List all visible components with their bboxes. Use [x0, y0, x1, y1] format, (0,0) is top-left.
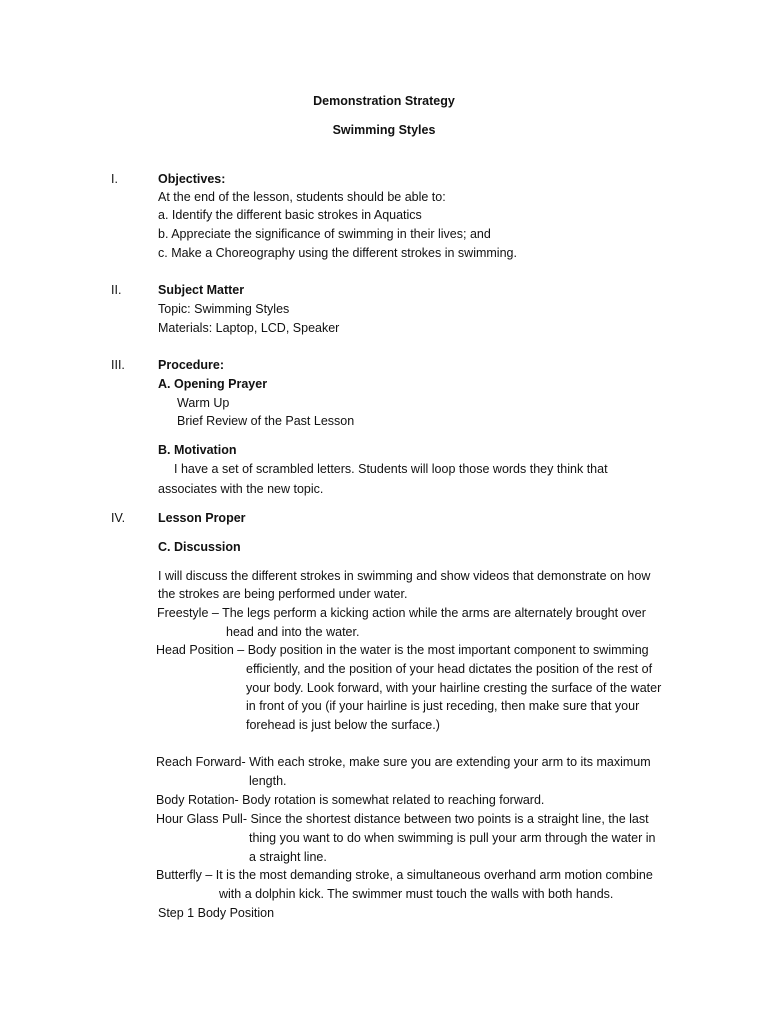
head-position-text: efficiently, and the position of your head dictates the position of the rest of	[246, 662, 653, 676]
reach-forward-text: Reach Forward- With each stroke, make sure you are extending your arm to its maximum	[156, 755, 651, 769]
butterfly-text: Butterfly – It is the most demanding stroke, a simultaneous overhand arm motion combine	[156, 868, 653, 882]
procedure-a-item: Brief Review of the Past Lesson	[177, 414, 355, 428]
section-heading-procedure: Procedure:	[158, 358, 224, 372]
head-position-text: Head Position – Body position in the water is the most important component to swimming	[156, 643, 649, 657]
procedure-a-item: Warm Up	[177, 396, 230, 410]
section-heading-lesson-proper: Lesson Proper	[158, 511, 246, 525]
objective-item: c. Make a Choreography using the different strokes in swimming.	[158, 246, 517, 260]
document-subtitle: Swimming Styles	[332, 123, 436, 137]
section-numeral-subject-matter: II.	[111, 283, 122, 297]
section-numeral-procedure: III.	[111, 358, 125, 372]
procedure-b-heading: B. Motivation	[158, 443, 237, 457]
section-heading-objectives: Objectives:	[158, 172, 226, 186]
procedure-a-heading: A. Opening Prayer	[158, 377, 268, 391]
hour-glass-text: thing you want to do when swimming is pull your arm through the water in	[249, 831, 656, 845]
document-title: Demonstration Strategy	[313, 94, 455, 108]
subject-topic: Topic: Swimming Styles	[158, 302, 290, 316]
head-position-text: in front of you (if your hairline is just receding, then make sure that your	[246, 699, 640, 713]
section-numeral-lesson-proper: IV.	[111, 511, 126, 525]
step-1-heading: Step 1 Body Position	[158, 906, 275, 920]
objective-item: b. Appreciate the significance of swimming in their lives; and	[158, 227, 491, 241]
head-position-text: your body. Look forward, with your hairline cresting the surface of the water	[246, 681, 662, 695]
freestyle-text: Freestyle – The legs perform a kicking action while the arms are alternately brought over	[157, 606, 646, 620]
subject-materials: Materials: Laptop, LCD, Speaker	[158, 321, 340, 335]
section-heading-subject-matter: Subject Matter	[158, 283, 245, 297]
body-rotation-text: Body Rotation- Body rotation is somewhat related to reaching forward.	[156, 793, 545, 807]
head-position-text: forehead is just below the surface.)	[246, 718, 440, 732]
procedure-b-text: associates with the new topic.	[158, 482, 324, 496]
procedure-b-text: I have a set of scrambled letters. Students will loop those words they think that	[174, 462, 608, 476]
discussion-intro: I will discuss the different strokes in swimming and show videos that demonstrate on how	[158, 569, 651, 583]
freestyle-text: head and into the water.	[226, 625, 360, 639]
objective-item: a. Identify the different basic strokes in Aquatics	[158, 208, 422, 222]
discussion-heading: C. Discussion	[158, 540, 241, 554]
objectives-intro: At the end of the lesson, students should be able to:	[158, 190, 446, 204]
hour-glass-text: a straight line.	[249, 850, 327, 864]
hour-glass-text: Hour Glass Pull- Since the shortest distance between two points is a straight line, the last	[156, 812, 649, 826]
reach-forward-text: length.	[249, 774, 287, 788]
butterfly-text: with a dolphin kick. The swimmer must touch the walls with both hands.	[219, 887, 614, 901]
discussion-intro: the strokes are being performed under water.	[158, 587, 408, 601]
section-numeral-objectives: I.	[111, 172, 118, 186]
